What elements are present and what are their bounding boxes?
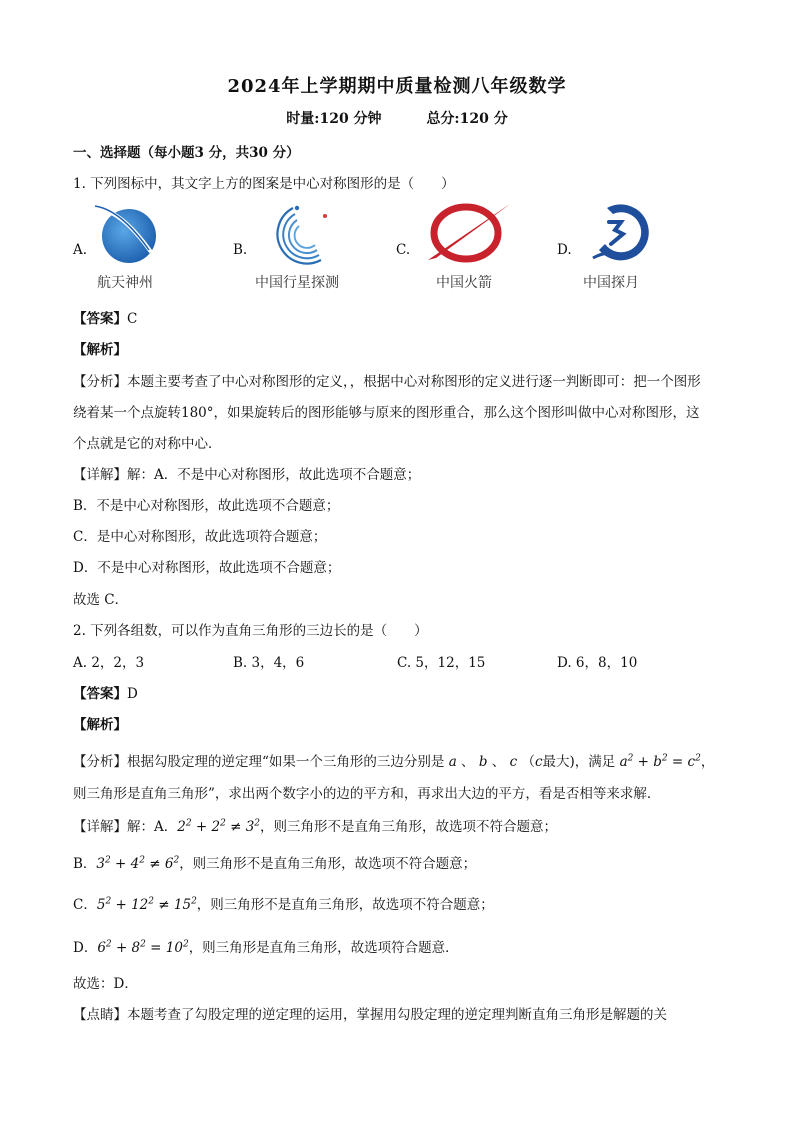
rocket-logo-icon [418,200,518,266]
question-2-stem: 2. 下列各组数，可以作为直角三角形的三边长的是（ ） [73,623,428,639]
question-2-detail-c: C．$5^2 + 12^2 \ne 15^2$，则三角形不是直角三角形，故选项不符合题意； [73,896,494,913]
planet-exploration-logo-icon [263,200,333,266]
shenzhou-logo-icon [93,200,159,266]
question-1-detail-b: B．不是中心对称图形，故此选项不合题意； [73,498,340,514]
option-d-caption: 中国探月 [583,275,639,291]
question-2-detail-b: B．$3^2 + 4^2 \ne 6^2$，则三角形不是直角三角形，故选项不符合题意； [73,855,477,872]
answer-label: 【答案】 [73,686,127,702]
question-2-detail-d: D．$6^2 + 8^2 = 10^2$，则三角形是直角三角形，故选项符合题意． [73,939,459,956]
question-2-comment: 【点睛】本题考查了勾股定理的逆定理的运用，掌握用勾股定理的逆定理判断直角三角形是解题的关 [73,1007,667,1023]
answer-value: D [127,686,138,702]
option-d-letter: D. [557,242,572,258]
question-1-detail-d: D．不是中心对称图形，故此选项不合题意； [73,560,341,576]
option-b-letter: B. [233,242,248,258]
choice-a: A. 2，2，3 [73,655,145,671]
answer-label: 【答案】 [73,311,127,327]
choice-b: B. 3，4，6 [233,655,305,671]
question-2-solution-label: 【解析】 [73,717,127,733]
choice-d: D. 6，8，10 [557,655,638,671]
question-2-analysis-line-2: 则三角形是直角三角形”，求出两个数字小的边的平方和，再求出大边的平方，看是否相等来求解． [73,786,661,802]
question-2-analysis-line-1: 【分析】根据勾股定理的逆定理“如果一个三角形的三边分别是 a 、 b 、 c （c最大)，满足 $a^2 + b^2 = c^2$， [73,753,715,770]
option-a [73,200,233,300]
option-a-caption: 航天神州 [97,275,153,291]
lunar-exploration-logo-icon [587,200,653,266]
section-heading: 一、选择题（每小题3 分，共30 分） [73,145,300,161]
question-1-analysis-line-1: 【分析】本题主要考查了中心对称图形的定义，，根据中心对称图形的定义进行逐一判断即可：把一个图形 [73,374,701,390]
question-2-conclusion: 故选：D． [73,976,138,992]
question-2-detail-a: 【详解】解：A．$2^2 + 2^2 \ne 3^2$，则三角形不是直角三角形，故选项不符合题意； [73,818,558,835]
question-1-solution-label: 【解析】 [73,342,127,358]
option-b-caption: 中国行星探测 [255,275,339,291]
question-1-analysis-line-3: 个点就是它的对称中心． [73,436,222,452]
option-b [233,200,393,300]
exam-score: 总分:120 分 [426,111,508,127]
question-1-detail-c: C．是中心对称图形，故此选项符合题意； [73,529,327,545]
question-1-stem: 1. 下列图标中，其文字上方的图案是中心对称图形的是（ ） [73,176,455,192]
question-2-answer [73,682,138,702]
option-c-caption: 中国火箭 [436,275,492,291]
choice-c: C. 5，12，15 [397,655,486,671]
option-d [557,200,717,300]
answer-value: C [127,311,138,327]
question-1-conclusion: 故选 C． [73,592,129,608]
page-title: 2024年上学期期中质量检测八年级数学 [227,76,567,97]
option-c [396,200,556,300]
question-1-detail-a: 【详解】解：A．不是中心对称图形，故此选项不合题意； [73,467,421,483]
exam-time: 时量:120 分钟 [286,111,382,127]
question-1-options [73,200,733,300]
option-a-letter: A. [73,242,88,258]
option-c-letter: C. [396,242,411,258]
question-1-answer [73,307,137,327]
exam-info [0,108,794,128]
question-1-analysis-line-2: 绕着某一个点旋转180°，如果旋转后的图形能够与原来的图形重合，那么这个图形叫做中心对称图形，这 [73,405,700,421]
